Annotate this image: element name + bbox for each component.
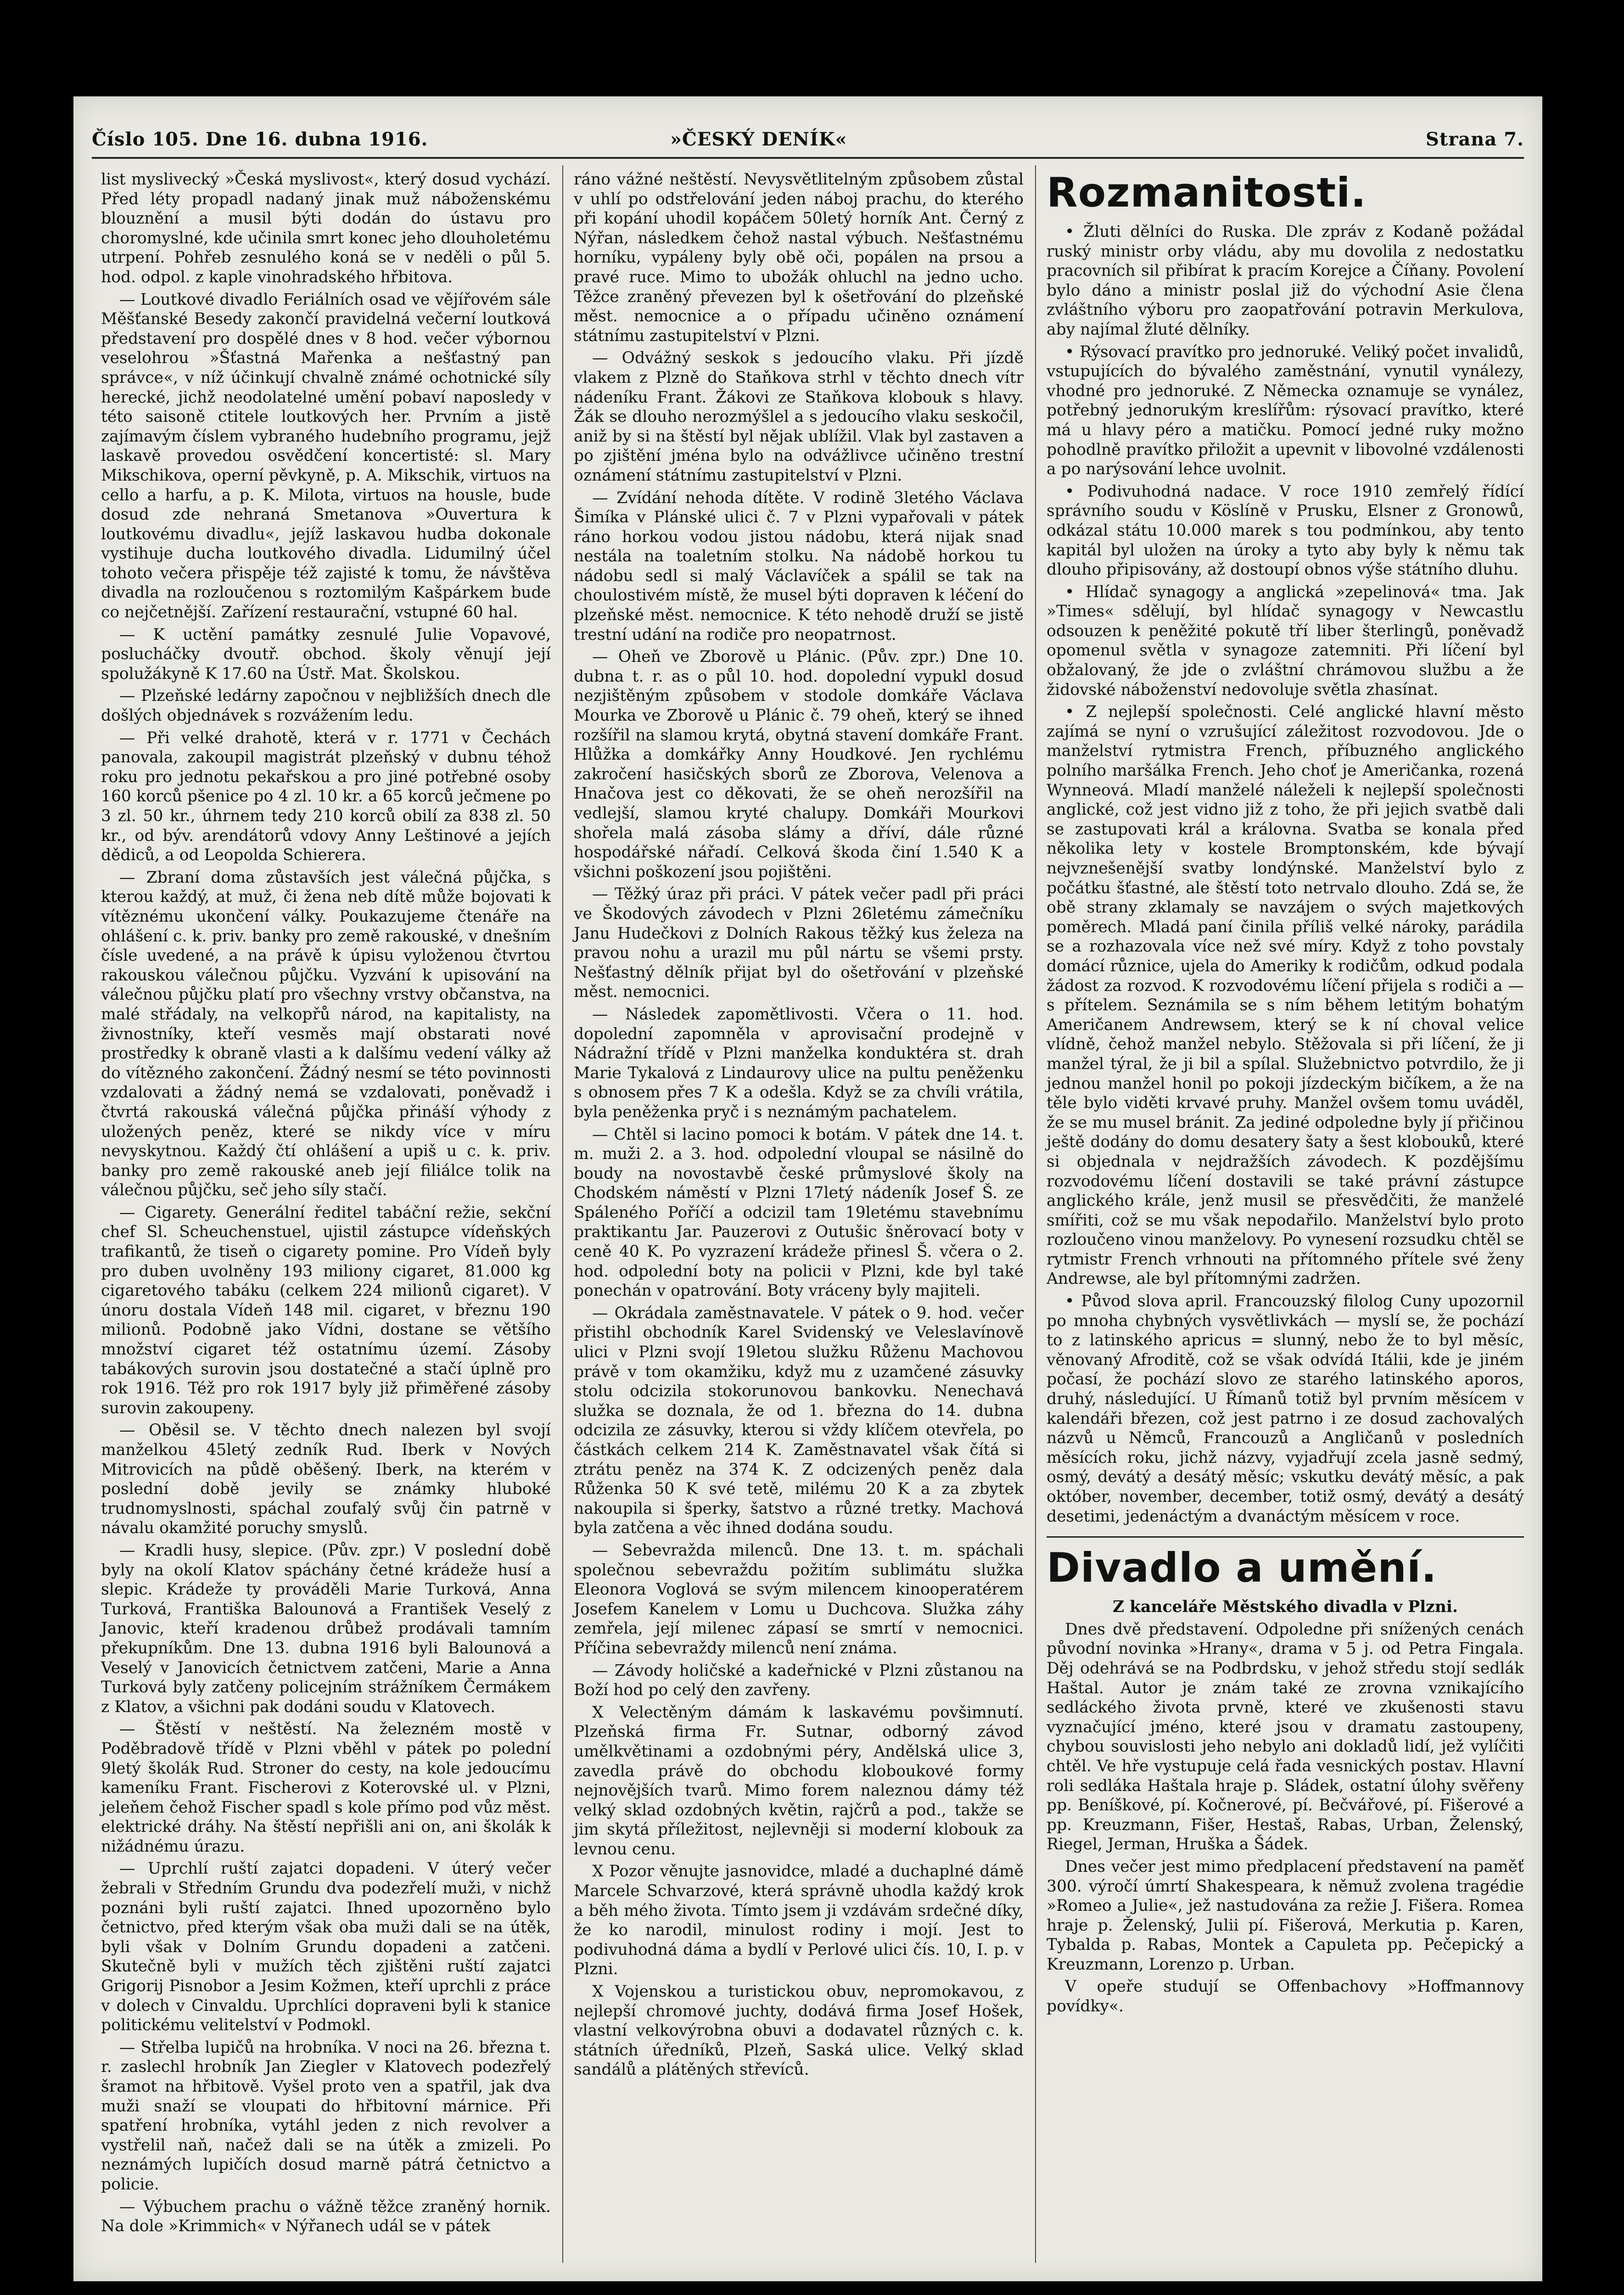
- article-paragraph: • Podivuhodná nadace. V roce 1910 zemřelý řídící správního soudu v Köslíně v Prusku, Elsner z Gronowů, odkázal státu 10.000 marek s tou podmínkou, aby tento kapitál byl uložen na úroky a tyto aby byly k němu tak dlouho připisovány, až dostoupí obnos výše státního dluhu.: [1047, 482, 1524, 579]
- section-title-rozmanitosti: Rozmanitosti.: [1047, 169, 1366, 216]
- column-divider: [562, 165, 563, 2263]
- column-2: [574, 170, 1024, 2082]
- header-rule: [92, 157, 1524, 159]
- article-paragraph: ráno vážné neštěstí. Nevysvětlitelným způsobem zůstal v uhlí po odstřelování jeden náboj prachu, do kterého při kopání uhodil kopáčem 50letý horník Ant. Černý z Nýřan, následkem čehož nastal výbuch. Nešťastnému horníku, vypáleny byly obě oči, popálen na prsou a pravé ruce. Mimo to ubožák ohluchl na jedno ucho. Těžce zraněný převezen byl k ošetřování do plzeňské měst. nemocnice a o případu učiněno oznámení státnímu zastupitelství v Plzni.: [574, 170, 1024, 345]
- article-paragraph: — Při velké drahotě, která v r. 1771 v Čechách panovala, zakoupil magistrát plzeňský v dubnu téhož roku pro jednotu pekařskou a pro jiné potřebné osoby 160 korců pšenice po 4 zl. 10 kr. a 65 korců ječmene po 3 zl. 50 kr., úhrnem tedy 210 korců obilí za 838 zl. 50 kr., od býv. arendátorů vdovy Anny Leštinové a jejích dědiců, a od Leopolda Schierera.: [101, 728, 551, 865]
- article-paragraph: list myslivecký »Česká myslivost«, který dosud vychází. Před léty propadl nadaný jinak muž náboženskému blouznění a musil býti dodán do ústavu pro choromyslné, kde učinila smrt konec jeho dlouholetému utrpení. Pohřeb zesnulého koná se v neděli o půl 5. hod. odpol. z kaple vinohradského hřbitova.: [101, 170, 551, 286]
- column-divider: [1035, 165, 1036, 2263]
- column-1: [101, 170, 551, 2239]
- masthead: »ČESKÝ DENÍK«: [670, 129, 847, 150]
- article-paragraph: — Střelba lupičů na hrobníka. V noci na 26. března t. r. zaslechl hrobník Jan Ziegler v Klatovech podezřelý šramot na hřbitově. Vyšel proto ven a spatřil, jak dva muži snaží se vloupati do hřbitovní márnice. Při spatření hrobníka, vytáhl jeden z nich revolver a vystřelil naň, načež dali se na útěk a zmizeli. Po neznámých lupičích dosud marně pátrá četnictvo a policie.: [101, 2038, 551, 2194]
- issue-number-date: Číslo 105. Dne 16. dubna 1916.: [92, 129, 428, 150]
- article-paragraph: — Zvídání nehoda dítěte. V rodině 3letého Václava Šimíka v Plánské ulici č. 7 v Plzni vypařovali v pátek ráno horkou vodou jistou nádobu, která nijak snad nestála na toaletním stolku. Na nádobě horkou tu nádobu sedl si malý Václavíček a spálil se tak na choulostivém místě, že musel býti dopraven k léčení do plzeňské měst. nemocnice. K této nehodě druží se jistě trestní udání na rodiče pro neopatrnost.: [574, 488, 1024, 644]
- article-paragraph: V opeře studují se Offenbachovy »Hoffmannovy povídky«.: [1047, 1977, 1524, 2016]
- article-paragraph: X Velectěným dámám k laskavému povšimnutí. Plzeňská firma Fr. Sutnar, odborný závod umělkvětinami a ozdobnými péry, Andělská ulice 3, zavedla právě do obchodu kloboukové formy nejnovějších tvarů. Mimo forem naleznou dámy též velký sklad ozdobných květin, rajčrů a pod., takže se jim skytá příležitost, nejlevněji si moderní klobouk za levnou cenu.: [574, 1703, 1024, 1858]
- article-paragraph: — Chtěl si lacino pomoci k botám. V pátek dne 14. t. m. muži 2. a 3. hod. odpolední vloupal se násilně do boudy na novostavbě české průmyslové školy na Chodském náměstí v Plzni 17letý nádeník Josef Š. ze Spáleného Poříčí a odcizil tam 19letému stavebnímu praktikantu Jar. Pauzerovi z Outušic šněrovací boty v ceně 40 K. Po vyzrazení krádeže přinesl Š. včera o 2. hod. odpolední boty na policii v Plzni, kde byl také ponechán v opatrování. Boty vráceny byly majiteli.: [574, 1125, 1024, 1300]
- article-paragraph: — Následek zapomětlivosti. Včera o 11. hod. dopolední zapomněla v aprovisační prodejně v Nádražní třídě v Plzni manželka konduktéra st. drah Marie Tykalová z Lindaurovy ulice na pultu peněženku s obnosem přes 7 K a odešla. Když se za chvíli vrátila, byla peněženka pryč i s neznámým pachatelem.: [574, 1005, 1024, 1121]
- article-paragraph: — Závody holičské a kadeřnické v Plzni zůstanou na Boží hod po celý den zavřeny.: [574, 1661, 1024, 1700]
- section-title-divadlo: Divadlo a umění.: [1047, 1544, 1437, 1592]
- article-paragraph: — Odvážný seskok s jedoucího vlaku. Při jízdě vlakem z Plzně do Staňkova strhl v těchto dnech vítr nádeníku Frant. Žákovi ze Staňkova klobouk s hlavy. Žák se dlouho nerozmýšlel a s jedoucího vlaku seskočil, aniž by si na štěstí byl nějak ublížil. Vlak byl zastaven a po zjištění jména bylo na odvážlivce učiněno trestní oznámení státnímu zastupitelství v Plzni.: [574, 349, 1024, 485]
- article-paragraph: • Původ slova april. Francouzský filolog Cuny upozornil po mnoha chybných vysvětlivkách — myslí se, že pochází to z latinského apricus = slunný, nebo že to byl měsíc, věnovaný Afroditě, což se však odvídá Itálii, kde je jiném počasí, že pochází slovo ze starého latinského aporos, druhý, následující. U Římanů totiž byl prvním měsícem v kalendáři březen, což jest patrno i ze dosud zachovalých názvů u Němců, Francouzů a Angličanů v posledních měsících roku, jichž názvy, vyjadřují zcela jasně sedmý, osmý, devátý a desátý měsíc; vskutku devátý měsíc, a pak október, november, december, totiž osmý, devátý a desátý desetimi, jedenáctým a dvanáctým měsícem v roce.: [1047, 1292, 1524, 1526]
- newspaper-page: [73, 96, 1542, 2281]
- column-3: [1047, 170, 1524, 2019]
- article-paragraph: — Oběsil se. V těchto dnech nalezen byl svojí manželkou 45letý zedník Rud. Iberk v Nových Mitrovicích na půdě oběšený. Iberk, na kterém v poslední době jevily se známky hluboké trudnomyslnosti, spáchal zoufalý svůj čin patrně v návalu okamžité poruchy smyslů.: [101, 1421, 551, 1538]
- article-paragraph: — Oheň ve Zborově u Plánic. (Pův. zpr.) Dne 10. dubna t. r. as o půl 10. hod. dopolední vypukl dosud nezjištěným způsobem v stodole domkáře Václava Mourka ve Zborově u Plánic č. 79 oheň, který se ihned rozšířil na slamou krytá, obytná stavení domkáře Frant. Hlůžka a domkářky Anny Houdkové. Jen rychlému zakročení hasičských sborů ze Zborova, Velenova a Hnačova jest co děkovati, že se oheň nerozšířil na vedlejší, slamou kryté chalupy. Domkáři Mourkovi shořela malá zásoba slámy a dříví, dále různé hospodářské nářadí. Celková škoda činí 1.540 K a všichni poškození jsou pojištěni.: [574, 648, 1024, 881]
- article-paragraph: Dnes večer jest mimo předplacení představení na paměť 300. výročí úmrtí Shakespeara, k němuž zvolena tragédie »Romeo a Julie«, jež nastudována za režie J. Fišera. Romea hraje p. Želenský, Julii pí. Fišerová, Merkutia p. Karen, Tybalda p. Rabas, Montek a Capuleta pp. Pečepický a Kreuzmann, Lorenzo p. Urban.: [1047, 1857, 1524, 1974]
- article-paragraph: — Uprchlí ruští zajatci dopadeni. V úterý večer žebrali v Středním Grundu dva podezřelí muži, v nichž poznáni byli ruští zajatci. Ihned upozorněno bylo četnictvo, před kterým však oba muži dali se na útěk, byli však v Dolním Grundu dopadeni a zatčeni. Skutečně byli v mužích těch zjištěni ruští zajatci Grigorij Pisnobor a Jesim Kožmen, kteří uprchli z práce v dolech v Cinvaldu. Uprchlíci dopraveni byli k stanice politickému velitelství v Podmokl.: [101, 1859, 551, 2035]
- article-paragraph: — Cigarety. Generální ředitel tabáční režie, sekční chef Sl. Scheuchenstuel, ujistil zástupce vídeňských trafikantů, že tiseň o cigarety pomine. Pro Vídeň byly pro duben uvolněny 193 miliony cigaret, 81.000 kg cigaretového tabáku (celkem 224 milionů cigaret). V únoru dostala Vídeň 148 mil. cigaret, v březnu 190 milionů. Podobně jako Vídni, dostane se většího množství cigaret též ostatnímu území. Zásoby tabákových surovin jsou dostatečné a stačí úplně pro rok 1916. Též pro rok 1917 byly již přiměřené zásoby surovin zakoupeny.: [101, 1203, 551, 1417]
- article-paragraph: — Plzeňské ledárny započnou v nejbližších dnech dle došlých objednávek s rozvážením ledu.: [101, 687, 551, 725]
- article-paragraph: — Výbuchem prachu o vážně těžce zraněný hornik. Na dole »Krimmich« v Nýřanech udál se v pátek: [101, 2197, 551, 2236]
- section-subtitle: Z kanceláře Městského divadla v Plzni.: [1112, 1598, 1458, 1617]
- article-paragraph: — Sebevražda milenců. Dne 13. t. m. spáchali společnou sebevraždu požitím sublimátu služka Eleonora Voglová se svým milencem kinooperatérem Josefem Kanelem v Lomu u Duchcova. Služka záhy zemřela, její milenec zápasí se smrtí v nemocnici. Příčina sebevraždy milenců není známa.: [574, 1541, 1024, 1657]
- section-rozmanitosti: [1047, 222, 1524, 1526]
- article-paragraph: — Loutkové divadlo Feriálních osad ve vějířovém sále Měšťanské Besedy zakončí pravidelná večerní loutková představení pro dospělé dnes v 8 hod. večer výbornou veselohrou »Šťastná Mařenka a nešťastný pan správce«, v níž účinkují chvalně známé ochotnické síly herecké, jichž neodolatelné umění pobaví naposledy v této saisoně ctitele loutkových her. Prvním a jistě zajímavým číslem vybraného hudebního programu, jejž laskavě provedou osvědčení koncertisté: sl. Mary Mikschikova, operní pěvkyně, p. A. Mikschik, virtuos na cello a harfu, a p. K. Milota, virtuos na housle, bude dosud zde nehraná Smetanova »Ouvertura k loutkovému divadlu«, jejíž laskavou hudba dokonale vystihuje ducha loutkového divadla. Lidumilný účel tohoto večera přispěje též zajisté k tomu, že návštěva divadla na rozloučenou s roztomilým Kašpárkem bude co nejčetnější. Zařízení restaurační, vstupné 60 hal.: [101, 290, 551, 622]
- article-paragraph: — K uctění památky zesnulé Julie Vopavové, poslucháčky dvoutř. obchod. školy věnují její spolužákyně K 17.60 na Ústř. Mat. Školskou.: [101, 625, 551, 683]
- article-paragraph: Dnes dvě představení. Odpoledne při snížených cenách původní novinka »Hrany«, drama v 5 j. od Petra Fingala. Děj odehrává se na Podbrdsku, v jehož středu stojí sedlák Haštal. Autor je znám také ze zrovna vznikajícího sedláckého života prvně, které ve zkušenosti stavu vyznačující jméno, které jsou v dramatu zastoupeny, chybou souvislosti jeho nebylo ani dokladů lidí, jež vylíčiti chtěl. Ve hře vystupuje celá řada vesnických postav. Hlavní roli sedláka Haštala hraje p. Sládek, ostatní úlohy svěřeny pp. Beníškové, pí. Kočnerové, pí. Bečvářové, pí. Fišerové a pp. Kreuzmann, Fišer, Hestaš, Rabas, Urban, Želenský, Riegel, Jerman, Hruška a Šádek.: [1047, 1620, 1524, 1854]
- article-paragraph: • Z nejlepší společnosti. Celé anglické hlavní město zajímá se nyní o vzrušující záležitost rozvodovou. Jde o manželství rytmistra French, příbuzného anglického polního maršálka French. Jeho choť je Američanka, rozená Wynneová. Mladí manželé náleželi k nejlepší společnosti anglické, což jest vidno již z toho, že při jejich svatbě dali se zastupovati král a královna. Svatba se konala před několika lety v kostele Bromptonském, kde bývají nejvznešenější svatby londýnské. Manželství bylo z počátku šťastné, ale štěstí toto netrvalo dlouho. Zdá se, že obě strany zklamaly se navzájem o svých majetkových poměrech. Mladá paní činila příliš velké nároky, parádila se a rozhazovala více než své míry. Když z toho povstaly domácí různice, ujela do Ameriky k rodičům, odkud podala žádost za rozvod. K rozvodovému líčení přijela s rodiči a — s přítelem. Seznámila se s ním během letitým bohatým Američanem Andrewsem, který se k ní choval velice vlídně, čehož manžel nebylo. Stěžovala si při líčení, že ji manžel týral, že ji bil a spílal. Služebnictvo potvrdilo, že ji jednou manžel honil po pokoji jízdeckým bičíkem, a že na těle bylo viděti krvavé pruhy. Manžel ovšem tomu uváděl, že se mu musel bránit. Za jediné odpoledne byly jí přičinou ještě dodány do domu desatery šaty a šest klobouků, které si objednala v nejdražších závodech. K pozdějšímu rozvodovému líčení dostavili se také právní zástupce anglického krále, jenž musil se přesvědčiti, že manželé smířiti, což se mu však nepodařilo. Manželství bylo proto rozloučeno vinou manželovy. Po vynesení rozsudku chtěl se rytmistr French vrhnouti na přítomného přítele své ženy Andrewse, ale byl přítomnými zadržen.: [1047, 703, 1524, 1288]
- page-number: Strana 7.: [1425, 129, 1524, 150]
- article-paragraph: • Rýsovací pravítko pro jednoruké. Veliký počet invalidů, vstupujících do bývalého zaměstnání, vynutil vynálezy, vhodné pro jednoruké. Z Německa oznamuje se vynález, potřebný jednorukým kreslířům: rýsovací pravítko, které má u hlavy péro a matičku. Pomocí jedné ruky možno pohodlně pravítko přiložit a upevnit v libovolné vzdálenosti a po narýsování lehce uvolnit.: [1047, 342, 1524, 479]
- article-paragraph: — Kradli husy, slepice. (Pův. zpr.) V poslední době byly na okolí Klatov spáchány četné krádeže husí a slepic. Krádeže ty prováděli Marie Turková, Anna Turková, Františka Balounová a František Veselý z Janovic, kteří kradenou drůbež prodávali tamním překupníkům. Dne 13. dubna 1916 byli Balounová a Veselý v Janovicích četnictvem zatčeni, Marie a Anna Turková byly zatčeny policejním strážníkem Čermákem z Klatov, a všichni pak dodáni soudu v Klatovech.: [101, 1541, 551, 1716]
- article-paragraph: — Okrádala zaměstnavatele. V pátek o 9. hod. večer přistihl obchodník Karel Svidenský ve Veleslavínově ulici v Plzni svojí 19letou služku Růženu Machovou právě v tom okamžiku, když mu z uzamčené zásuvky stolu odcizila stokorunovou bankovku. Nenechavá služka se doznala, že od 1. března do 14. dubna odcizila ze zásuvky, kterou si vždy klíčem otevřela, po částkách celkem 214 K. Zaměstnavatel však čítá si ztrátu peněz na 374 K. Z odcizených peněz dala Růženka 50 K své tetě, milému 20 K a za zbytek nakoupila si šperky, šatstvo a různé tretky. Machová byla zatčena a věc ihned dodána soudu.: [574, 1304, 1024, 1538]
- article-paragraph: — Těžký úraz při práci. V pátek večer padl při práci ve Škodových závodech v Plzni 26letému zámečníku Janu Hudečkovi z Dolních Rakous těžký kus železa na pravou nohu a urazil mu půl nártu se všemi prsty. Nešťastný dělník přijat byl do ošetřování v plzeňské měst. nemocnici.: [574, 885, 1024, 1002]
- article-paragraph: • Hlídač synagogy a anglická »zepelinová« tma. Jak »Times« sdělují, byl hlídač synagogy v Newcastlu odsouzen k peněžité pokutě tří liber šterlingů, poněvadž opomenul světla v synagoze zatemniti. Při líčení byl obžalovaný, že jde o zvláštní chrámovou službu a že židovské náboženství nedovoluje světla zhasínat.: [1047, 582, 1524, 699]
- section-divider: [1047, 1536, 1524, 1538]
- article-paragraph: • Žluti dělníci do Ruska. Dle zpráv z Kodaně požádal ruský ministr orby vládu, aby mu dovolila z nedostatku pracovních sil přibírat k pracím Korejce a Číňany. Povolení bylo dáno a ministr poslal již do východní Asie člena zvláštního výboru pro zaopatřování potravin Merkulova, aby najímal žluté dělníky.: [1047, 223, 1524, 339]
- article-paragraph: X Pozor věnujte jasnovidce, mladé a duchaplné dámě Marcele Schvarzové, která správně uhodla každý krok a běh mého života. Tímto jsem ji vzdávám srdečné díky, že ko narodil, minulost rodiny i mojí. Jest to podivuhodná dáma a bydlí v Perlové ulici čís. 10, I. p. v Plzni.: [574, 1862, 1024, 1979]
- section-divadlo: [1047, 1620, 1524, 2016]
- article-paragraph: X Vojenskou a turistickou obuv, nepromokavou, z nejlepší chromové juchty, dodává firma Josef Hošek, vlastní velkovýrobna obuvi a dodavatel různých c. k. státních úředníků, Plzeň, Saská ulice. Velký sklad sandálů a plátěných střevíců.: [574, 1982, 1024, 2079]
- article-paragraph: — Štěstí v neštěstí. Na železném mostě v Poděbradově třídě v Plzni vběhl v pátek po polední 9letý školák Rud. Stroner do cesty, na kole jedoucímu kameníku Frant. Fischerovi z Koterovské ul. v Plzni, jeleňem čehož Fischer spadl s kole přímo pod vůz měst. elektrické dráhy. Na štěstí nepřišli ani on, ani školák k nižádnému úrazu.: [101, 1720, 551, 1856]
- article-paragraph: — Zbraní doma zůstavších jest válečná půjčka, s kterou každý, at muž, či žena neb dítě může bojovati k vítěznému ukončení války. Poukazujeme čtenáře na ohlášení c. k. priv. banky pro země rakouské, v dnešním čísle uvedené, a na právě k úpisu vyloženou čtvrtou rakouskou válečnou půjčku. Vyzvání k upisování na válečnou půjčku platí pro všechny vrstvy občanstva, na malé střádaly, na velkopřů národ, na kapitalisty, na živnostníky, kteří vesměs mají obstarati nové prostředky k obraně vlasti a k dalšímu vedení války až do vítězného zakončení. Žádný nesmí se této povinnosti vzdalovati a žádný nemá se vzdalovati, poněvadž i čtvrtá rakouská válečná půjčka přináší výhody z uložených peněz, které se nikdy více v míru nevyskytnou. Každý čtí ohlášení a upiš u c. k. priv. banky pro země rakouské aneb její filiálce tolik na válečnou půjčku, seč jeho síly stačí.: [101, 868, 551, 1200]
